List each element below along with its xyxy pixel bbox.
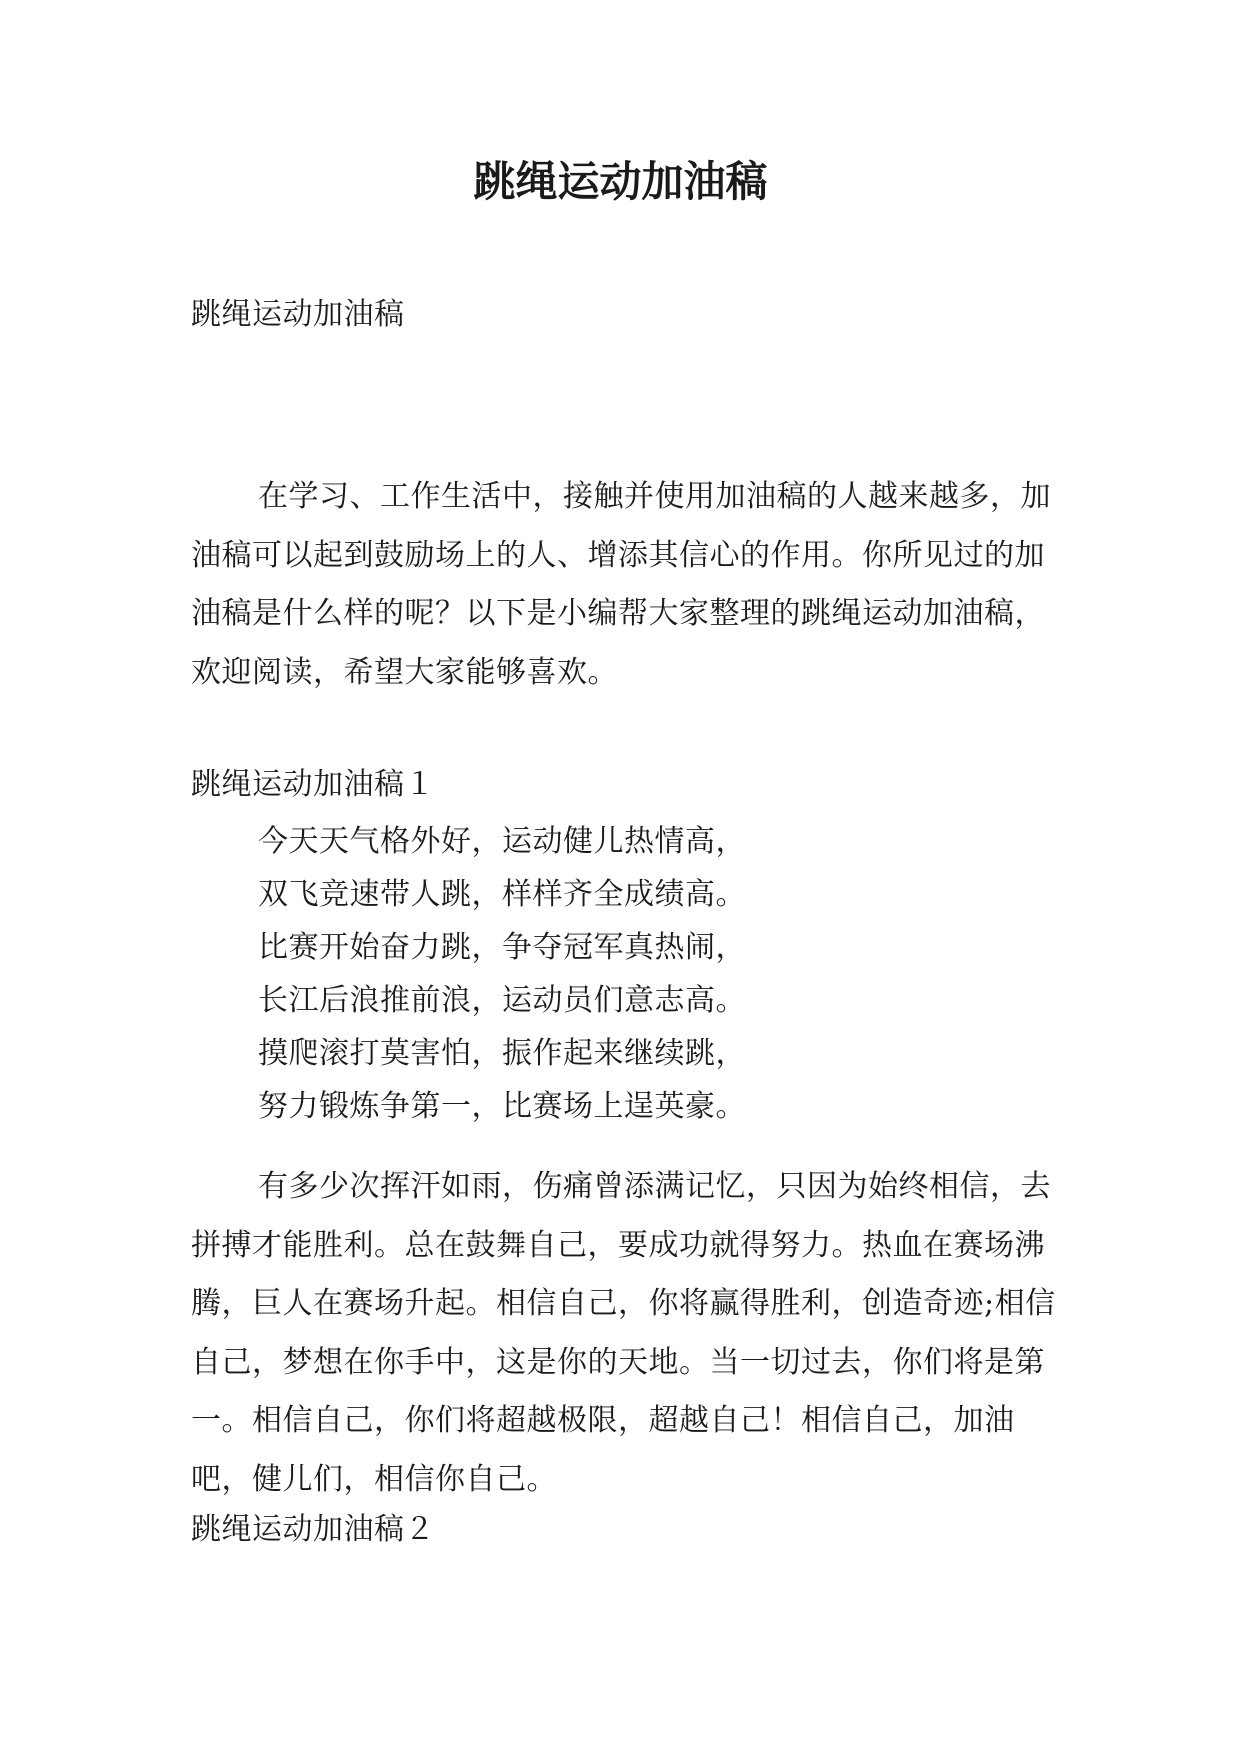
- verse-line: 今天天气格外好，运动健儿热情高，: [258, 824, 746, 859]
- document-subtitle: 跳绳运动加油稿: [191, 297, 405, 332]
- verse-list: [191, 815, 1061, 1133]
- section-heading-2: 跳绳运动加油稿２: [191, 1512, 435, 1547]
- verse-line: 摸爬滚打莫害怕，振作起来继续跳，: [258, 1036, 746, 1071]
- verse-line: 双飞竞速带人跳，样样齐全成绩高。: [258, 877, 746, 912]
- section-heading-1: 跳绳运动加油稿１: [191, 767, 435, 802]
- verse-line: 努力锻炼争第一，比赛场上逞英豪。: [258, 1089, 746, 1124]
- document-title: 跳绳运动加油稿: [473, 157, 768, 206]
- verse-line: 比赛开始奋力跳，争夺冠军真热闹，: [258, 930, 746, 965]
- intro-paragraph: 在学习、工作生活中，接触并使用加油稿的人越来越多，加油稿可以起到鼓励场上的人、增添其信心的作用。你所见过的加油稿是什么样的呢？以下是小编帮大家整理的跳绳运动加油稿，欢迎阅读，希望大家能够喜欢。: [191, 479, 1051, 690]
- body-paragraph: 有多少次挥汗如雨，伤痛曾添满记忆，只因为始终相信，去拼搏才能胜利。总在鼓舞自己，要成功就得努力。热血在赛场沸腾，巨人在赛场升起。相信自己，你将赢得胜利，创造奇迹;相信自己，梦想在你手中，这是你的天地。当一切过去，你们将是第一。相信自己，你们将超越极限，超越自己！相信自己，加油吧，健儿们，相信你自己。: [191, 1169, 1056, 1497]
- verse-line: 长江后浪推前浪，运动员们意志高。: [258, 983, 746, 1018]
